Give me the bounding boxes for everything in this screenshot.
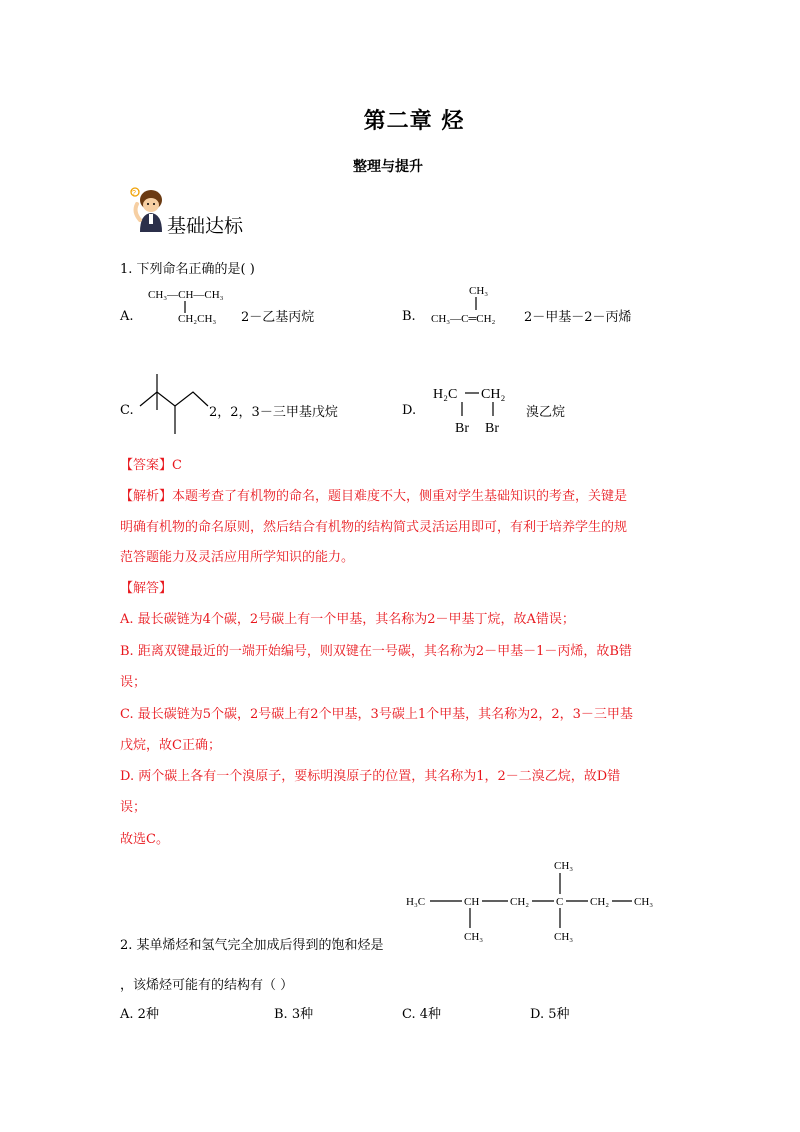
q1-option-d-structure bbox=[431, 380, 525, 438]
q1-answer: 【答案】C bbox=[120, 458, 182, 473]
q1-option-b-letter: B. bbox=[402, 309, 416, 324]
q1-solution-line-6: D. 两个碳上各有一个溴原子，要标明溴原子的位置，其名称为1，2－二溴乙烷，故D错 bbox=[120, 769, 621, 784]
q2-option-a-text: 2种 bbox=[137, 1007, 159, 1022]
q2-struct-h3c: H₃C bbox=[406, 896, 426, 908]
q1-option-d-struct-br1: Br bbox=[455, 421, 469, 436]
q1-option-c-name: 2，2，3－三甲基戊烷 bbox=[209, 405, 338, 420]
q1-solution-line-1: A. 最长碳链为4个碳，2号碳上有一个甲基，其名称为2－甲基丁烷，故A错误； bbox=[120, 612, 575, 627]
q1-option-a-struct-line1: CH₃—CH—CH₃ bbox=[148, 289, 224, 301]
q2-option-c bbox=[402, 1003, 441, 1022]
q2-option-b-text: 3种 bbox=[291, 1007, 314, 1022]
q1-option-a-struct-line2: CH₂CH₃ bbox=[178, 313, 217, 325]
q1-solution-line-4: C. 最长碳链为5个碳，2号碳上有2个甲基，3号碳上1个甲基，其名称为2，2，3－三甲基 bbox=[120, 707, 633, 722]
q2-option-d-letter: D. bbox=[530, 1007, 545, 1022]
q2-structure bbox=[404, 856, 660, 948]
q2-struct-top-ch3: CH₃ bbox=[554, 860, 574, 872]
q1-solution-line-7: 误； bbox=[120, 800, 147, 815]
q2-option-c-text: 4种 bbox=[419, 1007, 442, 1022]
q2-stem-continued: ，该烯烃可能有的结构有（ ） bbox=[120, 978, 294, 993]
q1-analysis-line-1 bbox=[120, 485, 627, 504]
q2-option-b bbox=[274, 1003, 313, 1022]
q2-struct-ch2-a: CH₂ bbox=[510, 896, 530, 908]
q1-analysis-line-3: 范答题能力及灵活应用所学知识的能力。 bbox=[120, 550, 355, 565]
q1-solution-line-8: 故选C。 bbox=[120, 832, 169, 847]
q1-option-b-struct-top: CH₃ bbox=[469, 285, 489, 297]
svg-text:?: ? bbox=[132, 190, 136, 197]
q1-option-b-name: 2－甲基－2－丙烯 bbox=[524, 310, 632, 325]
q1-solution-line-5: 戊烷，故C正确； bbox=[120, 738, 221, 753]
q2-option-d-text: 5种 bbox=[548, 1007, 570, 1022]
q1-option-a-letter: A. bbox=[120, 309, 134, 324]
q1-option-c-skeletal-structure bbox=[138, 372, 210, 436]
q2-struct-ch3-end: CH₃ bbox=[634, 896, 654, 908]
page-subtitle: 整理与提升 bbox=[353, 159, 423, 175]
q2-struct-branch-ch3-1: CH₃ bbox=[464, 931, 484, 943]
q1-solution-line-3: 误； bbox=[120, 675, 147, 690]
q1-option-c-letter: C. bbox=[120, 403, 134, 418]
q2-option-d bbox=[530, 1003, 570, 1022]
q1-analysis-line-2: 明确有机物的命名原则，然后结合有机物的结构简式灵活运用即可，有利于培养学生的规 bbox=[120, 520, 628, 535]
q1-option-d-name: 溴乙烷 bbox=[526, 405, 566, 420]
q1-option-d-struct-ch2: CH₂ bbox=[481, 387, 506, 402]
q1-option-d-struct-h2c: H₂C bbox=[433, 387, 458, 402]
q1-option-b-struct-line1: CH₃—C═CH₂ bbox=[431, 313, 496, 325]
q1-option-a-structure bbox=[146, 284, 240, 326]
q1-option-b-structure bbox=[429, 282, 523, 326]
q2-option-a bbox=[120, 1003, 159, 1022]
q1-analysis-label: 【解析】 bbox=[120, 489, 173, 504]
q1-stem: 1. 下列命名正确的是( ) bbox=[120, 262, 255, 277]
q2-struct-ch: CH bbox=[464, 896, 480, 908]
q1-option-a-name: 2－乙基丙烷 bbox=[241, 310, 315, 325]
q1-solution-line-2: B. 距离双键最近的一端开始编号，则双键在一号碳，其名称为2－甲基－1－丙烯，故B错 bbox=[120, 644, 632, 659]
q2-option-c-letter: C. bbox=[402, 1007, 416, 1022]
q2-option-a-letter: A. bbox=[120, 1007, 134, 1022]
q2-struct-branch-ch3-2: CH₃ bbox=[554, 931, 574, 943]
q1-analysis-text-1: 本题考查了有机物的命名，题目难度不大，侧重对学生基础知识的考查，关键是 bbox=[172, 489, 628, 504]
thinking-student-icon bbox=[120, 186, 170, 234]
page-title: 第二章 烃 bbox=[363, 108, 465, 134]
q2-struct-ch2-b: CH₂ bbox=[590, 896, 610, 908]
q1-solution-label: 【解答】 bbox=[120, 581, 173, 596]
q2-option-b-letter: B. bbox=[274, 1007, 288, 1022]
section-heading: 基础达标 bbox=[167, 215, 244, 237]
q2-stem: 2. 某单烯烃和氢气完全加成后得到的饱和烃是 bbox=[120, 938, 384, 953]
q2-struct-c: C bbox=[556, 896, 564, 908]
q1-option-d-struct-br2: Br bbox=[485, 421, 499, 436]
q1-option-d-letter: D. bbox=[402, 403, 417, 418]
